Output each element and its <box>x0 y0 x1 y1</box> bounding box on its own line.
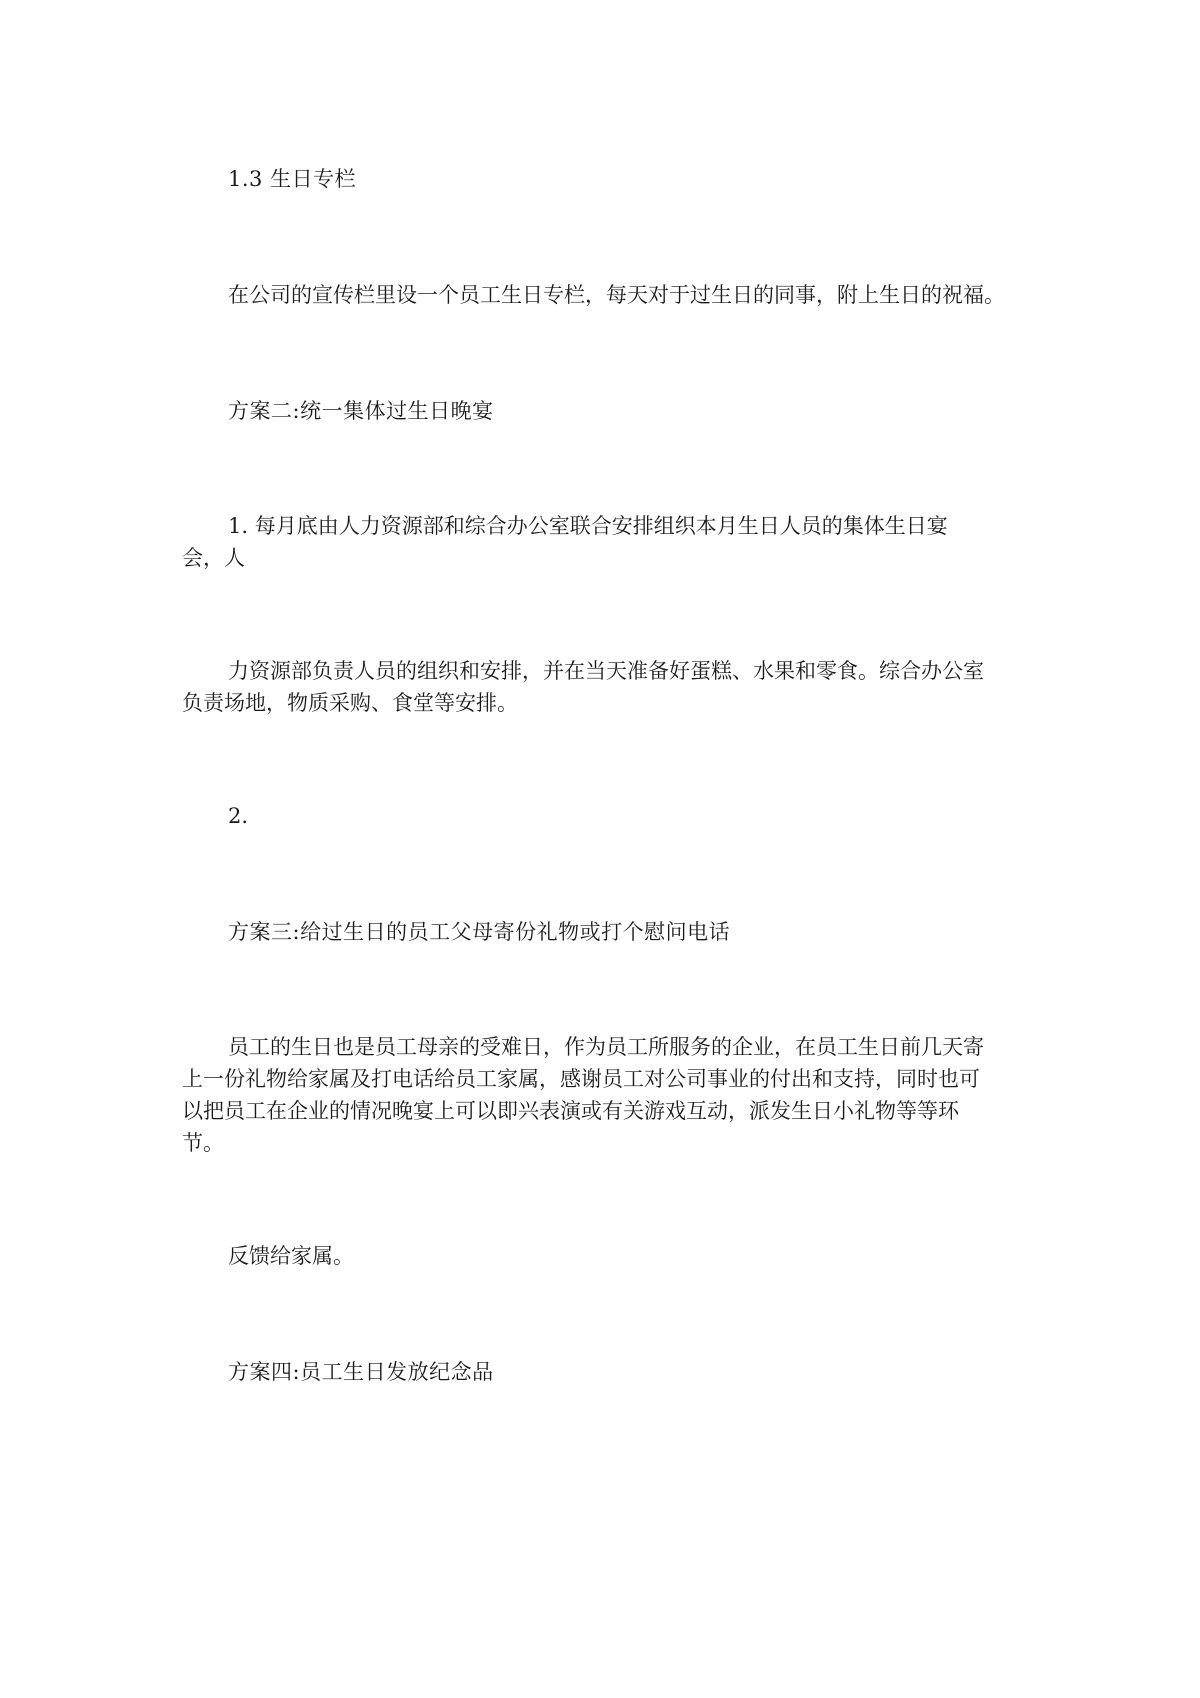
paragraph-line: 2. <box>228 804 249 828</box>
paragraph-line: 会，人 <box>182 546 245 570</box>
heading-plan-four <box>182 1356 1032 1388</box>
heading-plan-three <box>182 916 1032 948</box>
section-heading-birthday-column <box>182 163 1032 195</box>
paragraph-line: 负责场地，物质采购、食堂等安排。 <box>182 691 518 715</box>
paragraph-line: 上一份礼物给家属及打电话给员工家属，感谢员工对公司事业的付出和支持，同时也可 <box>182 1067 980 1091</box>
paragraph-line: 方案二:统一集体过生日晚宴 <box>228 399 494 423</box>
paragraph-plan-two-item-1 <box>182 510 1032 574</box>
paragraph-plan-two-detail <box>182 655 1032 719</box>
paragraph-feedback-family <box>182 1240 1032 1272</box>
paragraph-line: 1. 每月底由人力资源部和综合办公室联合安排组织本月生日人员的集体生日宴 <box>228 514 948 538</box>
paragraph-line: 以把员工在企业的情况晚宴上可以即兴表演或有关游戏互动，派发生日小礼物等等环 <box>182 1099 959 1123</box>
paragraph-line: 力资源部负责人员的组织和安排，并在当天准备好蛋糕、水果和零食。综合办公室 <box>228 659 984 683</box>
heading-plan-two <box>182 395 1032 427</box>
paragraph-line: 方案三:给过生日的员工父母寄份礼物或打个慰问电话 <box>228 920 731 944</box>
paragraph-line: 节。 <box>182 1131 224 1155</box>
paragraph-line: 1.3 生日专栏 <box>228 167 357 191</box>
paragraph-line: 反馈给家属。 <box>228 1244 354 1268</box>
paragraph-plan-three-detail <box>182 1031 1032 1159</box>
paragraph-plan-two-item-2 <box>182 800 1032 832</box>
paragraph-birthday-column <box>182 279 1032 311</box>
paragraph-line: 在公司的宣传栏里设一个员工生日专栏，每天对于过生日的同事，附上生日的祝福。 <box>228 283 1005 307</box>
paragraph-line: 方案四:员工生日发放纪念品 <box>228 1360 494 1384</box>
paragraph-line: 员工的生日也是员工母亲的受难日，作为员工所服务的企业，在员工生日前几天寄 <box>228 1035 984 1059</box>
